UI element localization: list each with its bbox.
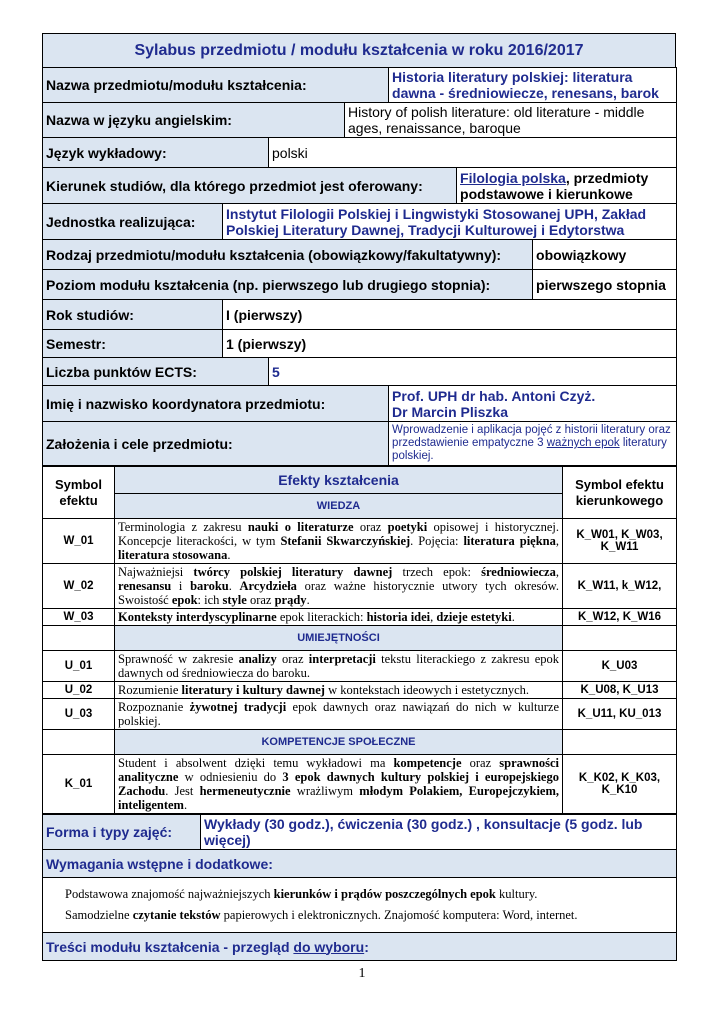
- tresci-link[interactable]: do wyboru: [293, 938, 365, 955]
- label-forma: Forma i typy zajęć:: [43, 815, 201, 850]
- row-semestr: [43, 330, 677, 358]
- effect-kier-symbol: K_U11, KU_013: [563, 699, 677, 730]
- effect-symbol: W_02: [43, 564, 115, 609]
- page-title: Sylabus przedmiotu / modułu kształcenia w roku 2016/2017: [42, 33, 676, 67]
- row-forma: [43, 815, 677, 850]
- effect-row: [43, 564, 677, 609]
- value-poziom: pierwszego stopnia: [533, 270, 677, 300]
- effect-description: Rozumienie literatury i kultury dawnej w kontekstach ideowych i estetycznych.: [115, 682, 563, 699]
- koordynator-2: Dr Marcin Pliszka: [392, 403, 508, 420]
- label-jezyk: Język wykładowy:: [43, 138, 269, 168]
- effect-kier-symbol: K_W01, K_W03, K_W11: [563, 519, 677, 564]
- col-header-kier: Symbol efektu kierunkowego: [563, 467, 677, 519]
- row-rodzaj: [43, 240, 677, 270]
- effects-section-row: [43, 626, 677, 651]
- effect-symbol: K_01: [43, 755, 115, 814]
- row-jezyk: [43, 138, 677, 168]
- label-ects: Liczba punktów ECTS:: [43, 358, 269, 386]
- effect-row: [43, 699, 677, 730]
- value-ects: 5: [269, 358, 677, 386]
- effects-table: [42, 466, 677, 814]
- label-wymagania: Wymagania wstępne i dodatkowe:: [43, 850, 677, 878]
- kierunek-link[interactable]: Filologia polska: [460, 169, 566, 186]
- label-zalozenia: Założenia i cele przedmiotu:: [43, 422, 389, 466]
- effect-description: Rozpoznanie żywotnej tradycji epok dawnych oraz nawiązań do nich w kulturze polskiej.: [115, 699, 563, 730]
- effect-kier-symbol: K_W12, K_W16: [563, 609, 677, 626]
- row-tresci: [43, 933, 677, 961]
- syllabus-info-table: [42, 67, 677, 466]
- wymagania-p1: Podstawowa znajomość najważniejszych kierunków i prądów poszczególnych epok kultury.: [65, 887, 538, 901]
- effects-section-row: [43, 730, 677, 755]
- value-rodzaj: obowiązkowy: [533, 240, 677, 270]
- col-header-effects: Efekty kształcenia: [115, 467, 563, 494]
- effect-symbol: U_01: [43, 651, 115, 682]
- row-jednostka: [43, 204, 677, 240]
- effects-header-row: [43, 467, 677, 494]
- value-nazwa: Historia literatury polskiej: literatura dawna - średniowiecze, renesans, barok: [389, 68, 677, 103]
- effect-kier-symbol: K_U08, K_U13: [563, 682, 677, 699]
- section-1: UMIEJĘTNOŚCI: [115, 626, 563, 651]
- value-zalozenia: Wprowadzenie i aplikacja pojęć z historii literatury oraz przedstawienie empatyczne 3 ważnych epok literatury polskiej.: [389, 422, 677, 466]
- label-jednostka: Jednostka realizująca:: [43, 204, 223, 240]
- row-kierunek: [43, 168, 677, 204]
- effect-description: Najważniejsi twórcy polskiej literatury dawnej trzech epok: średniowiecza, renesansu i baroku. Arcydzieła oraz ważne historycznie utwory tych okresów. Swoistość epok: ich style oraz prądy.: [115, 564, 563, 609]
- label-tresci: Treści modułu kształcenia - przegląd do wyboru:: [43, 933, 677, 961]
- effect-symbol: U_02: [43, 682, 115, 699]
- value-koordynator: [389, 386, 677, 422]
- effect-row: [43, 519, 677, 564]
- wymagania-p2: Samodzielne czytanie tekstów papierowych i elektronicznych. Znajomość komputera: Word, internet.: [65, 908, 578, 922]
- value-rok: I (pierwszy): [223, 300, 677, 330]
- value-semestr: 1 (pierwszy): [223, 330, 677, 358]
- effect-kier-symbol: K_W11, k_W12,: [563, 564, 677, 609]
- section-2: KOMPETENCJE SPOŁECZNE: [115, 730, 563, 755]
- label-rodzaj: Rodzaj przedmiotu/modułu kształcenia (obowiązkowy/fakultatywny):: [43, 240, 533, 270]
- row-nazwa-en: [43, 103, 677, 138]
- effect-description: Terminologia z zakresu nauki o literaturze oraz poetyki opisowej i historycznej. Koncepcje literackości, w tym Stefanii Skwarczyńskiej. Pojęcia: literatura piękna, literatura stosowana.: [115, 519, 563, 564]
- effect-symbol: W_01: [43, 519, 115, 564]
- effect-row: [43, 682, 677, 699]
- effect-description: Sprawność w zakresie analizy oraz interpretacji tekstu literackiego z zakresu epok dawnych od średniowiecza do baroku.: [115, 651, 563, 682]
- syllabus-page: [42, 33, 676, 961]
- page-number: 1: [358, 966, 366, 981]
- label-semestr: Semestr:: [43, 330, 223, 358]
- label-nazwa: Nazwa przedmiotu/modułu kształcenia:: [43, 68, 389, 103]
- row-nazwa: [43, 68, 677, 103]
- effect-row: [43, 755, 677, 814]
- label-koordynator: Imię i nazwisko koordynatora przedmiotu:: [43, 386, 389, 422]
- value-jezyk: polski: [269, 138, 677, 168]
- effect-symbol: U_03: [43, 699, 115, 730]
- value-wymagania: [43, 878, 677, 933]
- col-header-symbol: Symbol efektu: [43, 467, 115, 519]
- row-rok: [43, 300, 677, 330]
- effect-row: [43, 609, 677, 626]
- row-ects: [43, 358, 677, 386]
- value-kierunek: Filologia polska, przedmioty podstawowe i kierunkowe: [457, 168, 677, 204]
- row-koordynator: [43, 386, 677, 422]
- effect-description: Konteksty interdyscyplinarne epok literackich: historia idei, dzieje estetyki.: [115, 609, 563, 626]
- forma-table: [42, 814, 677, 961]
- label-nazwa-en: Nazwa w języku angielskim:: [43, 103, 345, 138]
- effect-row: [43, 651, 677, 682]
- koordynator-1: Prof. UPH dr hab. Antoni Czyż.: [392, 387, 596, 404]
- row-zalozenia: [43, 422, 677, 466]
- value-jednostka: Instytut Filologii Polskiej i Lingwistyki Stosowanej UPH, Zakład Polskiej Literatury Dawnej, Tradycji Kulturowej i Edytorstwa: [223, 204, 677, 240]
- value-forma: Wykłady (30 godz.), ćwiczenia (30 godz.) , konsultacje (5 godz. lub więcej): [201, 815, 677, 850]
- row-wymagania: [43, 878, 677, 933]
- effect-description: Student i absolwent dzięki temu wykładowi ma kompetencje oraz sprawności analityczne w odniesieniu do 3 epok dawnych kultury polskiej i europejskiego Zachodu. Jest hermeneutycznie wrażliwym młodym Polakiem, Europejczykiem, inteligentem.: [115, 755, 563, 814]
- label-poziom: Poziom modułu kształcenia (np. pierwszego lub drugiego stopnia):: [43, 270, 533, 300]
- effect-symbol: W_03: [43, 609, 115, 626]
- zalozenia-link[interactable]: ważnych epok: [546, 437, 620, 449]
- effect-kier-symbol: K_K02, K_K03, K_K10: [563, 755, 677, 814]
- label-rok: Rok studiów:: [43, 300, 223, 330]
- effect-kier-symbol: K_U03: [563, 651, 677, 682]
- row-wymagania-label: [43, 850, 677, 878]
- value-nazwa-en: History of polish literature: old literature - middle ages, renaissance, baroque: [345, 103, 677, 138]
- section-wiedza: WIEDZA: [115, 494, 563, 519]
- row-poziom: [43, 270, 677, 300]
- label-kierunek: Kierunek studiów, dla którego przedmiot jest oferowany:: [43, 168, 457, 204]
